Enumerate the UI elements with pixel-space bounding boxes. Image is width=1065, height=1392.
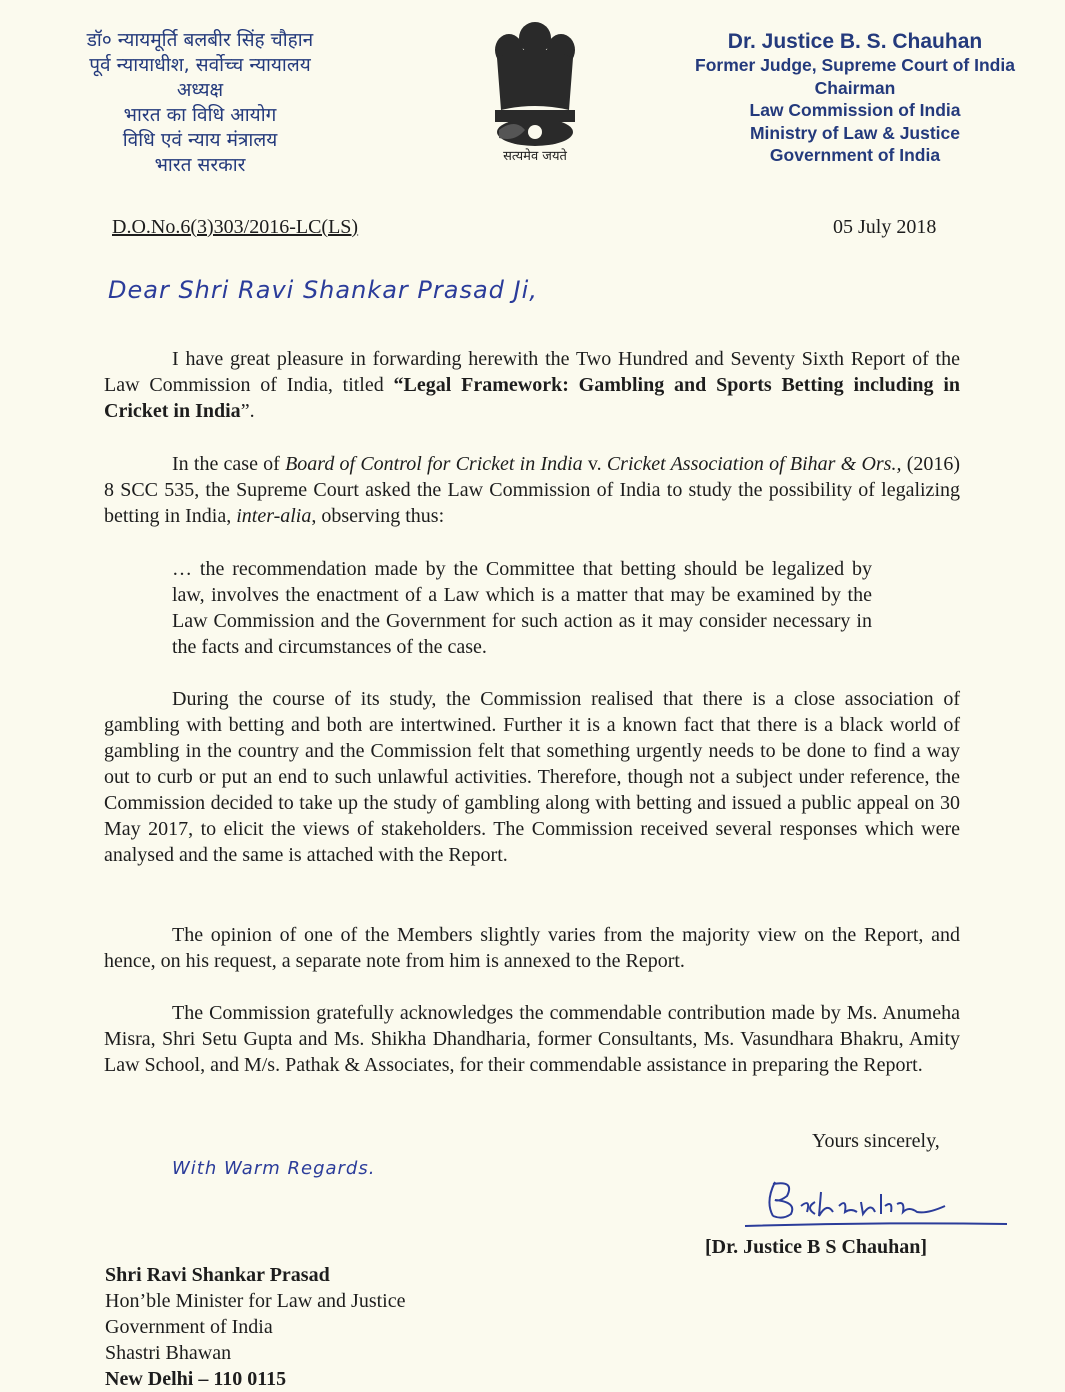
closing: Yours sincerely, xyxy=(812,1130,940,1152)
hindi-government: भारत सरकार xyxy=(154,154,246,176)
case-name-1: Board of Control for Cricket in India xyxy=(285,453,583,475)
p2-text-b: (2016) 8 SCC 535, the Supreme Court asked the Law Commission of India to study the possibility of legalizing betting in India, xyxy=(104,453,961,527)
recipient-government: Government of India xyxy=(105,1316,273,1338)
signatory-name: [Dr. Justice B S Chauhan] xyxy=(705,1236,928,1258)
handwritten-regards: With Warm Regards. xyxy=(172,1158,376,1179)
hindi-law-commission: भारत का विधि आयोग xyxy=(123,104,277,126)
paragraph-4 xyxy=(104,922,960,974)
p4-text: The opinion of one of the Members slightly varies from the majority view on the Report, and hence, on his request, a separate note from him is annexed to the Report. xyxy=(104,924,960,972)
p1-text: I have great pleasure in forwarding herewith the Two Hundred and Seventy Sixth Report of the Law Commission of India, titled xyxy=(104,348,960,396)
p3-text: During the course of its study, the Commission realised that there is a close association of gambling with betting and both are intertwined. Further it is a known fact that there is a black world of gambling in the country and the Commission felt that something urgently needs to be done to find a way out to curb or put an end to such unlawful activities. Therefore, though not a subject under reference, the Commission decided to take up the study of gambling along with betting and issued a public appeal on 30 May 2017, to elicit the views of stakeholders. The Commission received several responses which were analysed and the same is attached with the Report. xyxy=(104,688,960,866)
letterhead-ministry: Ministry of Law & Justice xyxy=(749,122,961,143)
paragraph-5 xyxy=(104,1000,960,1078)
report-title: “Legal Framework: Gambling and Sports Betting including in Cricket in India xyxy=(104,374,960,422)
letterhead-hindi xyxy=(30,28,370,178)
p2-text-c: , observing thus: xyxy=(311,505,445,527)
recipient-city: New Delhi – 110 0115 xyxy=(105,1368,287,1390)
letterhead-law-commission: Law Commission of India xyxy=(749,100,961,120)
p2-versus: v. xyxy=(582,453,607,475)
p2-text-a: In the case of xyxy=(172,453,286,475)
letter-date: 05 July 2018 xyxy=(833,216,937,238)
hindi-chairman: अध्यक्ष xyxy=(176,79,224,101)
supreme-court-quote: … the recommendation made by the Committee that betting should be legalized by law, involves the enactment of a Law which is a matter that may be examined by the Law Commission and the Government for such action as it may consider necessary in the facts and circumstances of the case. xyxy=(172,558,872,658)
handwritten-salutation: Dear Shri Ravi Shankar Prasad Ji, xyxy=(108,276,538,304)
inter-alia: inter-alia xyxy=(236,505,312,527)
recipient-designation: Hon’ble Minister for Law and Justice xyxy=(105,1290,406,1312)
letterhead-government: Government of India xyxy=(769,145,941,165)
recipient-address xyxy=(105,1262,405,1392)
letterhead-chairman: Chairman xyxy=(814,77,896,98)
case-name-2: Cricket Association of Bihar & Ors., xyxy=(606,453,902,475)
p1-end: ”. xyxy=(240,400,255,422)
letterhead-english xyxy=(660,30,1050,167)
letterhead-former-judge: Former Judge, Supreme Court of India xyxy=(695,55,1015,75)
paragraph-1 xyxy=(104,346,960,424)
reference-number: D.O.No.6(3)303/2016-LC(LS) xyxy=(112,216,359,238)
letterhead-name: Dr. Justice B. S. Chauhan xyxy=(727,30,983,53)
p5-text: The Commission gratefully acknowledges the commendable contribution made by Ms. Anumeha Misra, Shri Setu Gupta and Ms. Shikha Dhandharia, former Consultants, Ms. Vasundhara Bhakru, Amity Law School, and M/s. Pathak & Associates, for their commendable assistance in preparing the Report. xyxy=(104,1002,960,1076)
hindi-former-judge: पूर्व न्यायाधीश, सर्वोच्च न्यायालय xyxy=(89,54,311,76)
hindi-name: डॉ० न्यायमूर्ति बलबीर सिंह चौहान xyxy=(86,29,314,51)
paragraph-2 xyxy=(104,451,960,529)
hindi-ministry: विधि एवं न्याय मंत्रालय xyxy=(122,129,278,151)
recipient-building: Shastri Bhawan xyxy=(105,1342,232,1364)
recipient-name: Shri Ravi Shankar Prasad xyxy=(105,1264,330,1286)
paragraph-3 xyxy=(104,686,960,868)
signature xyxy=(735,1172,1015,1232)
emblem-motto: सत्यमेव जयते xyxy=(503,149,567,164)
